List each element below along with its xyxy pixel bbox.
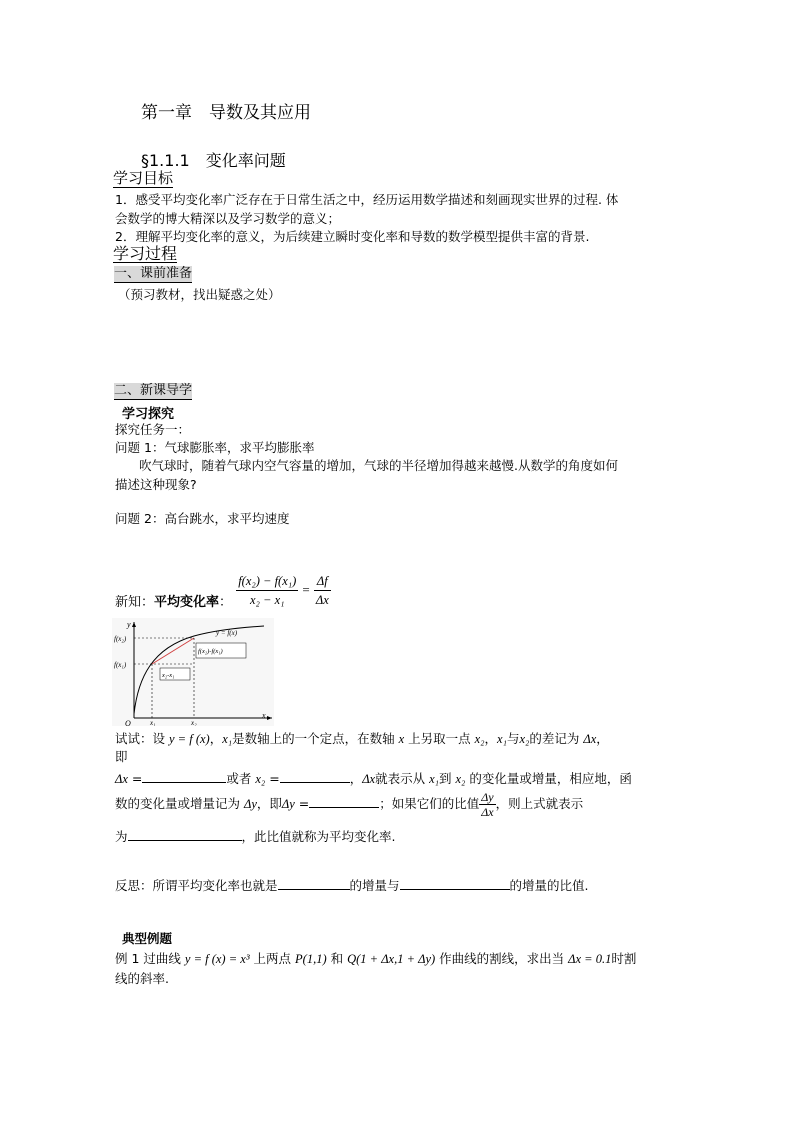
q2-text: ：高台跳水，求平均速度 [151,511,290,526]
t4d: Δy [281,797,295,811]
t1n: Δx [583,732,597,746]
blank-refl-2[interactable] [400,877,510,890]
t5a: 为 [115,829,128,844]
t3f: ， [349,771,363,786]
blank-dy[interactable] [309,795,379,808]
t1a: 试试：设 [115,731,169,746]
t1l: x₂ [519,732,530,746]
example-heading: 典型例题 [122,931,173,946]
t3c: 或者 [226,771,256,786]
y-axis-label: y [127,620,131,629]
ratio-fraction [479,790,495,819]
ratio-den: Δx [481,805,494,819]
t3i: x₁ [429,772,439,786]
ex-t2: y = f (x) = x³ [184,952,250,966]
t1j: x₁ [497,732,507,746]
graph-bg [112,618,274,726]
trial-line5 [115,828,396,846]
prep-note: （预习教材，找出疑惑之处） [118,287,281,302]
objective-1-line1: 1．感受平均变化率广泛存在于日常生活之中，经历运用数学描述和刻画现实世界的过程. 体 [115,192,619,207]
t4g: ，则上式就表示 [495,796,584,811]
refl-c: 的增量的比值. [509,878,589,893]
prep-heading: 一、课前准备 [114,266,193,281]
t3b: = [127,771,143,786]
t4a: 数的变化量或增量记为 [115,796,244,811]
new-heading: 二、新课导学 [114,383,193,398]
origin-label: O [125,719,131,726]
objective-1-line2: 会数学的博大精深以及学习数学的意义； [115,211,341,226]
nk-colon: ： [219,595,233,610]
t3k: x₂ [455,772,466,786]
dy-label: f(x₂)-f(x₁) [198,648,223,655]
t3a: Δx [115,772,128,786]
t4e: = [294,796,310,811]
blank-refl-1[interactable] [278,877,350,890]
q1-body-line2: 描述这种现象? [115,477,197,492]
t5b: ，此比值就称为平均变化率. [241,829,396,844]
ex-t3: 上两点 [249,951,296,966]
question-1 [115,439,314,457]
chapter-title: 第一章 导数及其应用 [141,103,311,123]
t1g: 上另取一点 [404,731,475,746]
nk-term: 平均变化率 [154,595,220,610]
t3d: x₂ [255,772,266,786]
average-rate-graph [112,618,274,726]
objectives-heading: 学习目标 [113,169,174,187]
nk-denominator: x₂ − x₁ [249,593,285,607]
trial-line1 [115,730,609,748]
t3g: Δx [362,772,376,786]
curve-label: y = f(x) [216,629,238,637]
t3h: 就表示从 [375,771,430,786]
explore-heading: 学习探究 [122,407,175,422]
t1f: x [398,732,405,746]
t4c: ，即 [256,796,282,811]
trial-line2: 即 [115,749,128,764]
reflection-line [115,877,589,895]
blank-dx[interactable] [142,770,226,783]
t4f: ；如果它们的比值 [379,796,480,811]
section-title: §1.1.1 变化率问题 [141,151,286,170]
t1m: 的差记为 [529,731,584,746]
ex-t9: 时割 [611,951,637,966]
ex-t6: Q(1 + Δx,1 + Δy) [347,952,436,966]
ex-t1: 过曲线 [139,951,185,966]
nk-numerator: f(x₂) − f(x₁) [236,572,298,591]
ex-t5: 和 [326,951,348,966]
refl-b: 的增量与 [349,878,400,893]
example-line1 [115,950,636,968]
objective-2: 2．理解平均变化率的意义，为后续建立瞬时变化率和导数的数学模型提供丰富的背景. [115,229,590,244]
t1i: ， [484,731,498,746]
q1-body-line1: 吹气球时，随着气球内空气容量的增加，气球的半径增加得越来越慢.从数学的角度如何 [139,458,618,473]
ex-t8: Δx = 0.1 [568,952,612,966]
process-heading: 学习过程 [113,244,178,263]
fx2-label: f(x₂) [114,635,127,643]
ex-t4: P(1,1) [295,952,327,966]
dx-label: x₂-x₁ [162,672,175,679]
t1d: x₁ [222,732,233,746]
trial-line3 [115,770,632,788]
t1k: 与 [506,731,520,746]
t4b: Δy [243,797,257,811]
nk-den2: Δx [315,593,329,607]
ex-t7: 作曲线的割线，求出当 [435,951,569,966]
t3j: 到 [438,771,456,786]
example-line2: 线的斜率. [115,971,169,986]
refl-a: 反思：所谓平均变化率也就是 [115,878,278,893]
x1-label: x₁ [150,719,156,726]
nk-eq: = [302,582,310,597]
question-2 [115,510,289,528]
ex-label: 例 1 [115,951,140,966]
x-axis-label: x [262,711,266,720]
trial-line4 [115,790,583,819]
nk-fraction-2 [314,572,331,609]
task1: 探究任务一： [115,422,191,437]
nk-num2: Δf [314,572,331,591]
fx1-label: f(x₁) [114,661,127,669]
blank-x2[interactable] [280,770,350,783]
ratio-num: Δy [481,790,494,804]
t1c: ， [209,731,223,746]
q1-text: ：气球膨胀率，求平均膨胀率 [151,440,315,455]
t3l: 的变化量或增量，相应地，函 [465,771,632,786]
q2-label: 问题 2 [115,511,152,526]
blank-expression[interactable] [128,828,242,841]
t1b: y = f (x) [168,732,210,746]
t1o: ， [596,731,609,746]
nk-fraction [236,572,298,609]
t1e: 是数轴上的一个定点，在数轴 [232,731,399,746]
x2-label: x₂ [191,719,197,726]
t3e: = [265,771,280,786]
nk-prefix: 新知： [115,595,155,610]
new-knowledge [115,572,331,609]
t1h: x₂ [474,732,485,746]
q1-label: 问题 1 [115,440,152,455]
